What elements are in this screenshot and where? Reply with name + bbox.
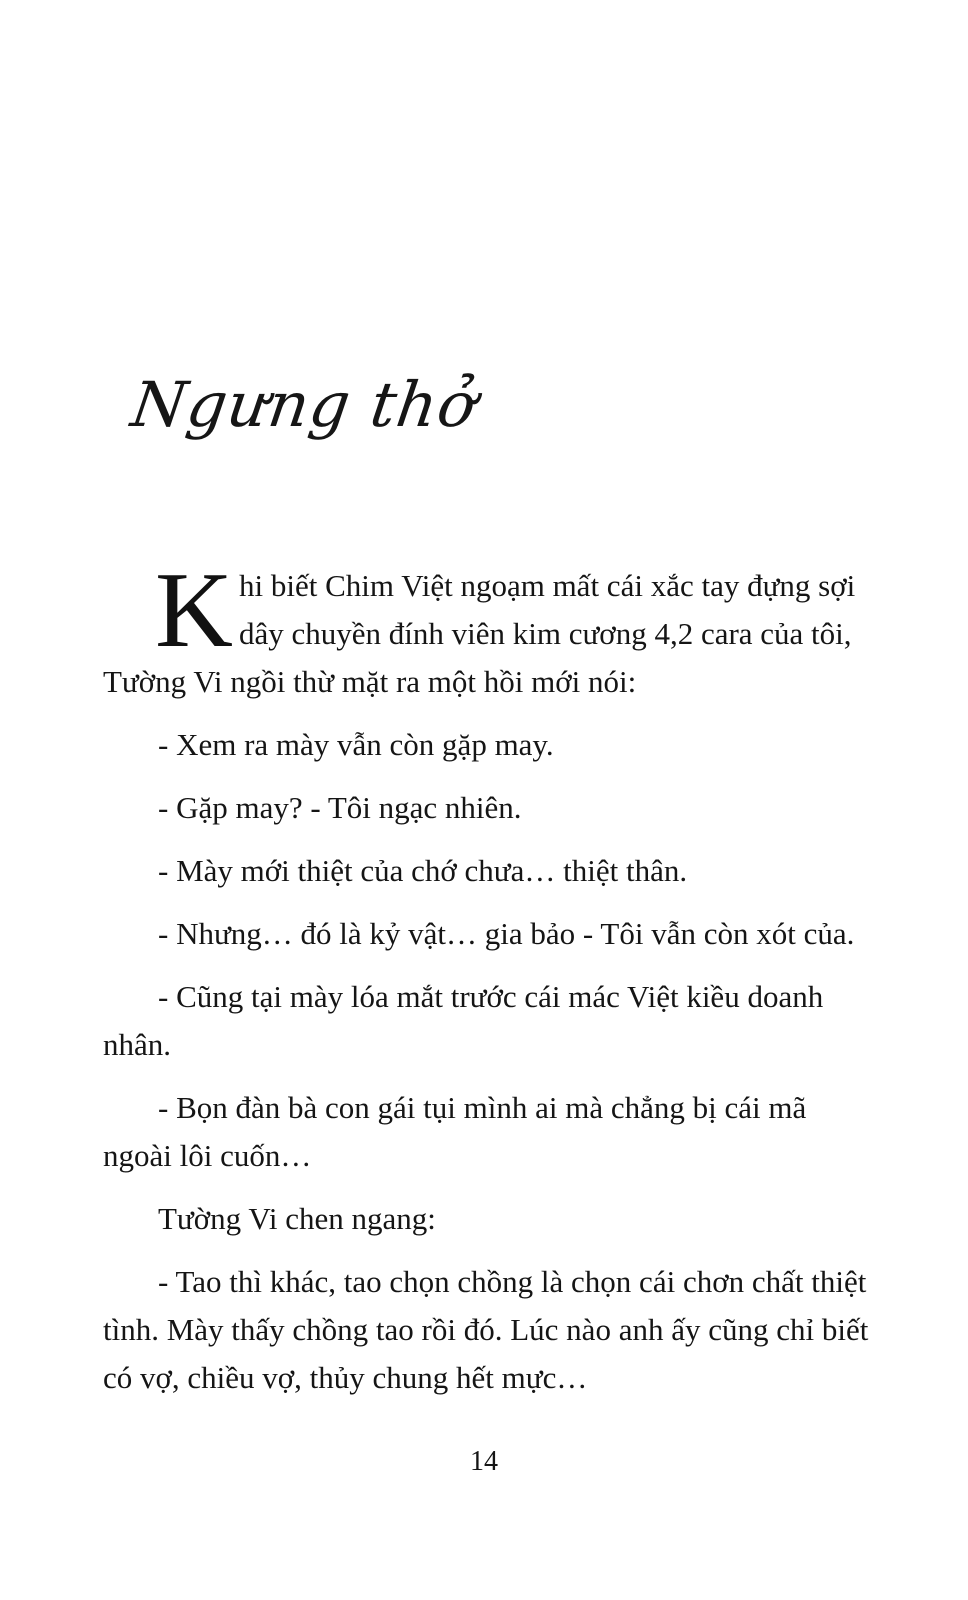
drop-cap: K (155, 551, 233, 670)
paragraph: - Bọn đàn bà con gái tụi mình ai mà chẳng bị cái mã ngoài lôi cuốn… (103, 1090, 807, 1173)
paragraph: - Cũng tại mày lóa mắt trước cái mác Việt kiều doanh nhân. (103, 979, 824, 1062)
paragraph: Tường Vi chen ngang: (158, 1201, 436, 1236)
opening-paragraph (103, 551, 881, 706)
opening-line-3: Tường Vi ngồi thừ mặt ra một hồi mới nói: (103, 664, 637, 699)
paragraph: - Xem ra mày vẫn còn gặp may. (158, 727, 554, 762)
page-number: 14 (470, 1446, 498, 1477)
paragraph: - Nhưng… đó là kỷ vật… gia bảo - Tôi vẫn còn xót của. (158, 916, 855, 951)
chapter-body (103, 551, 881, 1417)
paragraph: - Mày mới thiệt của chớ chưa… thiệt thân. (158, 853, 688, 888)
paragraph: - Tao thì khác, tao chọn chồng là chọn cái chơn chất thiệt tình. Mày thấy chồng tao rồi đó. Lúc nào anh ấy cũng chỉ biết có vợ, chiều vợ, thủy chung hết mực… (103, 1264, 869, 1395)
chapter-title: Ngưng thở (126, 368, 482, 441)
opening-line-1: hi biết Chim Việt ngoạm mất cái xắc tay đựng sợi (239, 568, 856, 603)
paragraph: - Gặp may? - Tôi ngạc nhiên. (158, 790, 522, 825)
opening-line-2: dây chuyền đính viên kim cương 4,2 cara của tôi, (239, 616, 852, 651)
